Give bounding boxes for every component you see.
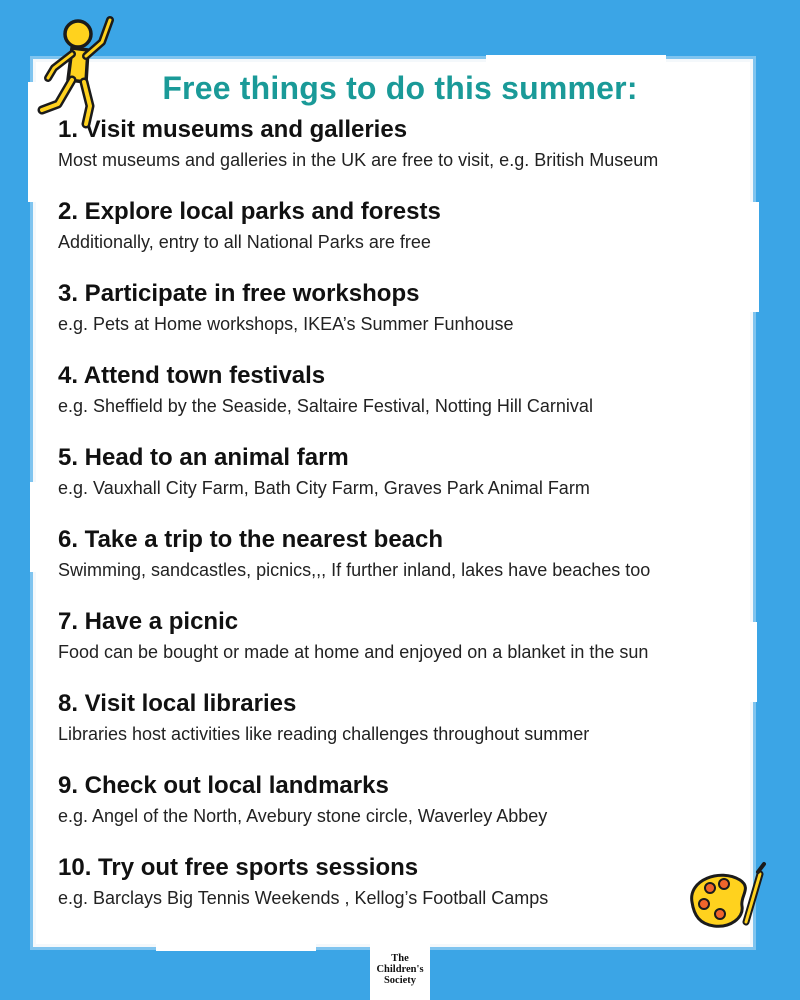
activity-list	[58, 114, 748, 934]
item-description: Libraries host activities like reading challenges throughout summer	[58, 724, 590, 744]
item-description: e.g. Vauxhall City Farm, Bath City Farm, Graves Park Animal Farm	[58, 478, 590, 498]
paint-palette-icon	[680, 860, 770, 940]
page-title: Free things to do this summer:	[162, 70, 638, 106]
list-item	[58, 360, 748, 442]
list-item	[58, 852, 748, 934]
item-description: Swimming, sandcastles, picnics,,, If further inland, lakes have beaches too	[58, 560, 651, 580]
item-description: e.g. Angel of the North, Avebury stone circle, Waverley Abbey	[58, 806, 548, 826]
list-item	[58, 114, 748, 196]
item-title: 8. Visit local libraries	[58, 690, 297, 717]
brush-edge	[156, 943, 316, 951]
logo-line: Children's	[376, 963, 424, 975]
item-title: 7. Have a picnic	[58, 608, 239, 635]
list-item	[58, 196, 748, 278]
brush-edge	[749, 202, 759, 312]
logo-line: The	[391, 952, 409, 964]
list-item	[58, 278, 748, 360]
item-description: e.g. Pets at Home workshops, IKEA’s Summer Funhouse	[58, 314, 514, 334]
item-title: 2. Explore local parks and forests	[58, 198, 441, 225]
list-item	[58, 770, 748, 852]
brush-edge	[30, 482, 38, 572]
item-description: e.g. Sheffield by the Seaside, Saltaire Festival, Notting Hill Carnival	[58, 396, 593, 416]
brush-edge	[749, 622, 757, 702]
item-description: Food can be bought or made at home and enjoyed on a blanket in the sun	[58, 642, 649, 662]
childrens-society-logo	[370, 938, 430, 1000]
item-title: 5. Head to an animal farm	[58, 444, 349, 471]
running-person-icon	[28, 12, 120, 130]
item-title: 3. Participate in free workshops	[58, 280, 420, 307]
item-title: 4. Attend town festivals	[58, 362, 326, 389]
list-item	[58, 606, 748, 688]
item-title: 10. Try out free sports sessions	[58, 854, 419, 881]
item-description: Additionally, entry to all National Parks are free	[58, 232, 431, 252]
item-title: 1. Visit museums and galleries	[58, 116, 408, 143]
brush-edge	[486, 55, 666, 63]
list-item	[58, 524, 748, 606]
item-title: 6. Take a trip to the nearest beach	[58, 526, 444, 553]
list-item	[58, 442, 748, 524]
logo-line: Society	[383, 974, 417, 986]
list-item	[58, 688, 748, 770]
item-title: 9. Check out local landmarks	[58, 772, 389, 799]
item-description: Most museums and galleries in the UK are free to visit, e.g. British Museum	[58, 150, 659, 170]
item-description: e.g. Barclays Big Tennis Weekends , Kellog’s Football Camps	[58, 888, 549, 908]
